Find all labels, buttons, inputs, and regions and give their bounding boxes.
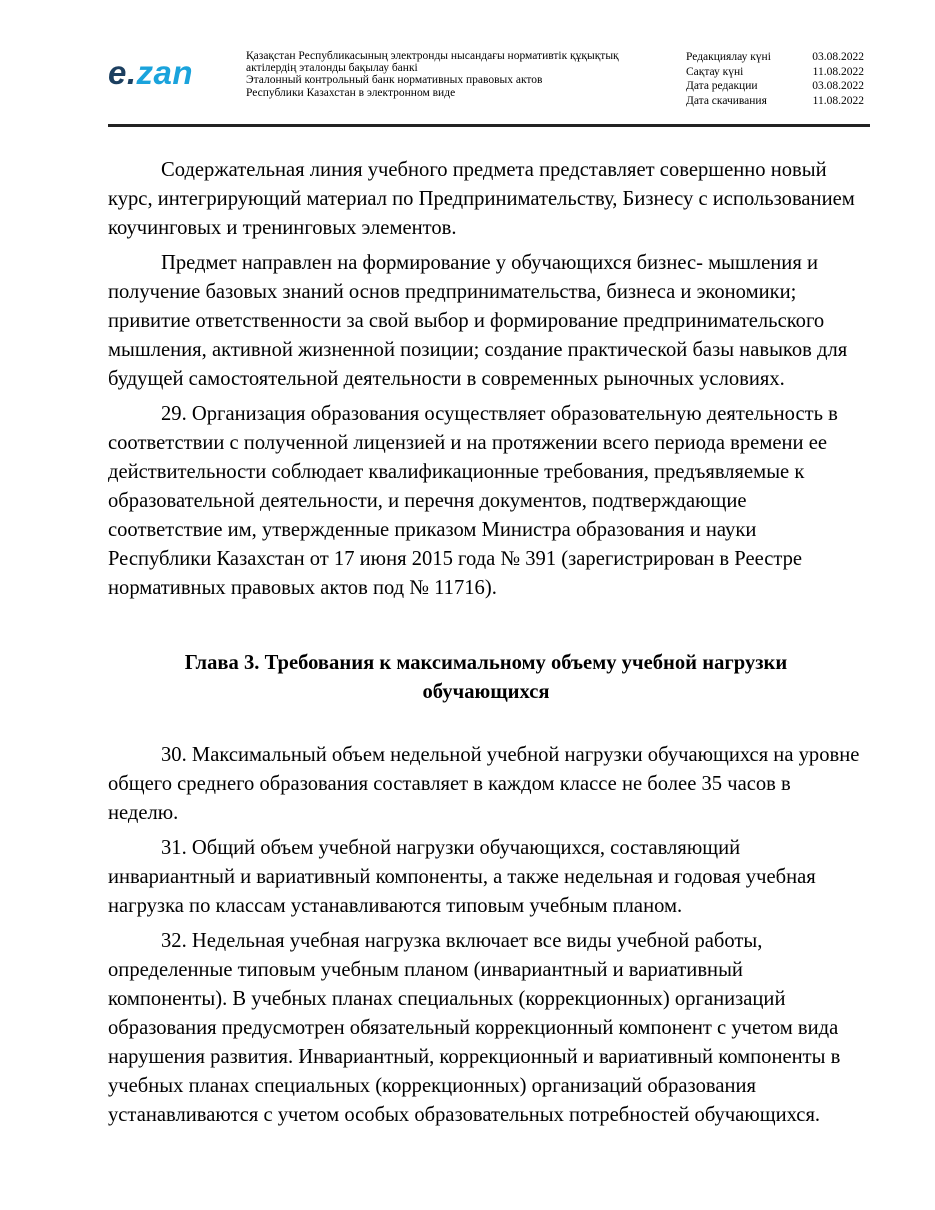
date-value: 11.08.2022	[812, 94, 864, 107]
body-paragraph: Предмет направлен на формирование у обучающихся бизнес- мышления и получение базовых знаний основ предпринимательства, бизнеса и экономики; привитие ответственности за свой выбор и формирование предпринимательского мышления, активной жизненной позиции; создание практической базы навыков для будущей самостоятельной деятельности в современных рыночных условиях.	[108, 252, 848, 390]
source-description	[246, 50, 666, 99]
dates-block	[686, 50, 864, 108]
date-label: Дата скачивания	[686, 94, 767, 107]
chapter-title-line: Глава 3. Требования к максимальному объему учебной нагрузки	[184, 652, 788, 674]
header-divider	[108, 124, 870, 127]
source-line: актілердің эталонды бақылау банкі	[246, 62, 418, 75]
document-body	[108, 156, 864, 1136]
source-line: Эталонный контрольный банк нормативных правовых актов	[246, 74, 543, 87]
date-value: 03.08.2022	[812, 80, 864, 92]
date-label: Редакциялау күні	[686, 51, 771, 63]
logo-part-zan: zan	[136, 54, 194, 91]
ezan-logo	[108, 56, 193, 89]
logo-part-e: e	[108, 54, 127, 91]
date-label: Сақтау күні	[686, 65, 744, 78]
date-row-save-kz	[686, 65, 864, 80]
date-row-download-ru	[686, 94, 864, 109]
body-paragraph: Содержательная линия учебного предмета представляет совершенно новый курс, интегрирующий материал по Предпринимательству, Бизнесу с использованием коучинговых и тренинговых элементов.	[108, 159, 855, 239]
source-line: Республики Казахстан в электронном виде	[246, 86, 456, 99]
body-paragraph: 29. Организация образования осуществляет образовательную деятельность в соответствии с полученной лицензией и на протяжении всего периода времени ее действительности соблюдает квалификационные требования, предъявляемые к образовательной деятельности, и перечня документов, подтверждающие соответствие им, утвержденные приказом Министра образования и науки Республики Казахстан от 17 июня 2015 года № 391 (зарегистрирован в Реестре нормативных правовых актов под № 11716).	[108, 403, 838, 599]
logo-dot: .	[126, 54, 137, 91]
chapter-heading	[108, 649, 864, 707]
date-value: 03.08.2022	[812, 51, 864, 63]
source-line: Қазақстан Республикасының электронды нысандағы нормативтік құқықтық	[246, 50, 619, 62]
date-row-edit-kz	[686, 50, 864, 65]
date-value: 11.08.2022	[812, 65, 864, 78]
date-row-edit-ru	[686, 79, 864, 94]
document-header	[108, 46, 870, 126]
date-label: Дата редакции	[686, 80, 758, 92]
body-paragraph: 30. Максимальный объем недельной учебной нагрузки обучающихся на уровне общего среднего образования составляет в каждом классе не более 35 часов в неделю.	[108, 744, 860, 824]
body-paragraph: 31. Общий объем учебной нагрузки обучающихся, составляющий инвариантный и вариативный компоненты, а также недельная и годовая учебная нагрузка по классам устанавливаются типовым учебным планом.	[108, 837, 816, 917]
body-paragraph: 32. Недельная учебная нагрузка включает все виды учебной работы, определенные типовым учебным планом (инвариантный и вариативный компоненты). В учебных планах специальных (коррекционных) организаций образования предусмотрен обязательный коррекционный компонент с учетом вида нарушения развития. Инвариантный, коррекционный и вариативный компоненты в учебных планах специальных (коррекционных) организаций образования устанавливаются с учетом особых образовательных потребностей обучающихся.	[108, 930, 841, 1126]
chapter-title-line: обучающихся	[422, 681, 550, 703]
